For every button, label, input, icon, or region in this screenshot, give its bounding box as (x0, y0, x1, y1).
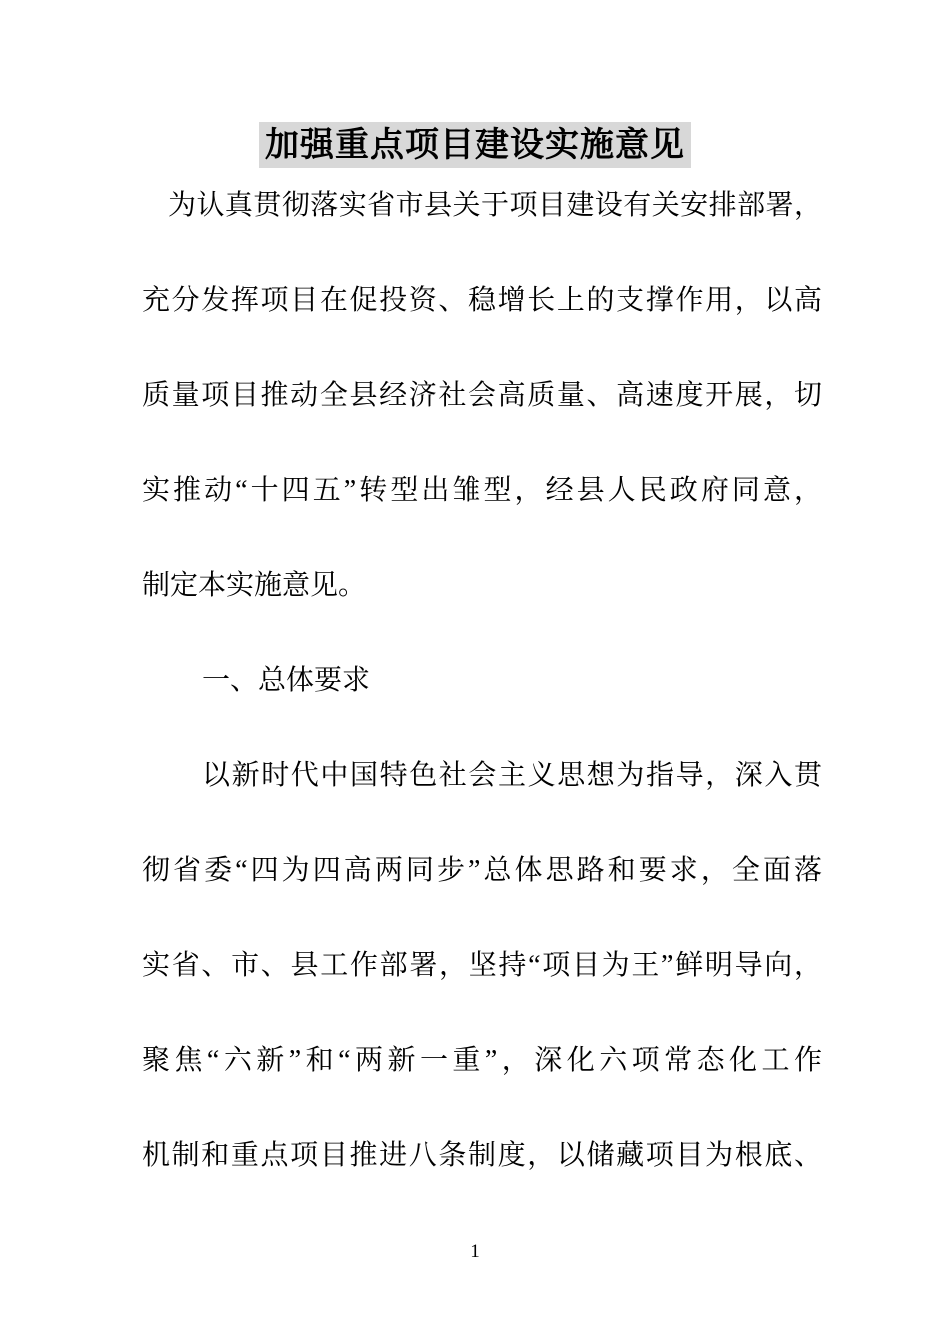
paragraph-line: 聚焦“六新”和“两新一重”，深化六项常态化工作 (142, 1045, 822, 1076)
paragraph-line: 质量项目推动全县经济社会高质量、高速度开展，切 (142, 380, 822, 411)
paragraph-line: 实推动“十四五”转型出雏型，经县人民政府同意， (142, 475, 822, 506)
paragraph-line: 以新时代中国特色社会主义思想为指导，深入贯 (202, 760, 822, 791)
paragraph-line: 制定本实施意见。 (142, 570, 367, 601)
paragraph-line: 彻省委“四为四高两同步”总体思路和要求，全面落 (142, 855, 822, 886)
paragraph-line: 实省、市、县工作部署，坚持“项目为王”鲜明导向， (142, 950, 822, 981)
paragraph-line: 为认真贯彻落实省市县关于项目建设有关安排部署， (168, 190, 822, 221)
document-title: 加强重点项目建设实施意见 (259, 122, 691, 168)
section-heading: 一、总体要求 (202, 665, 371, 696)
paragraph-line: 充分发挥项目在促投资、稳增长上的支撑作用，以高 (142, 285, 822, 316)
page-number: 1 (470, 1241, 480, 1262)
document-body (142, 158, 822, 1203)
paragraph-line: 机制和重点项目推进八条制度，以储藏项目为根底、 (142, 1140, 822, 1171)
